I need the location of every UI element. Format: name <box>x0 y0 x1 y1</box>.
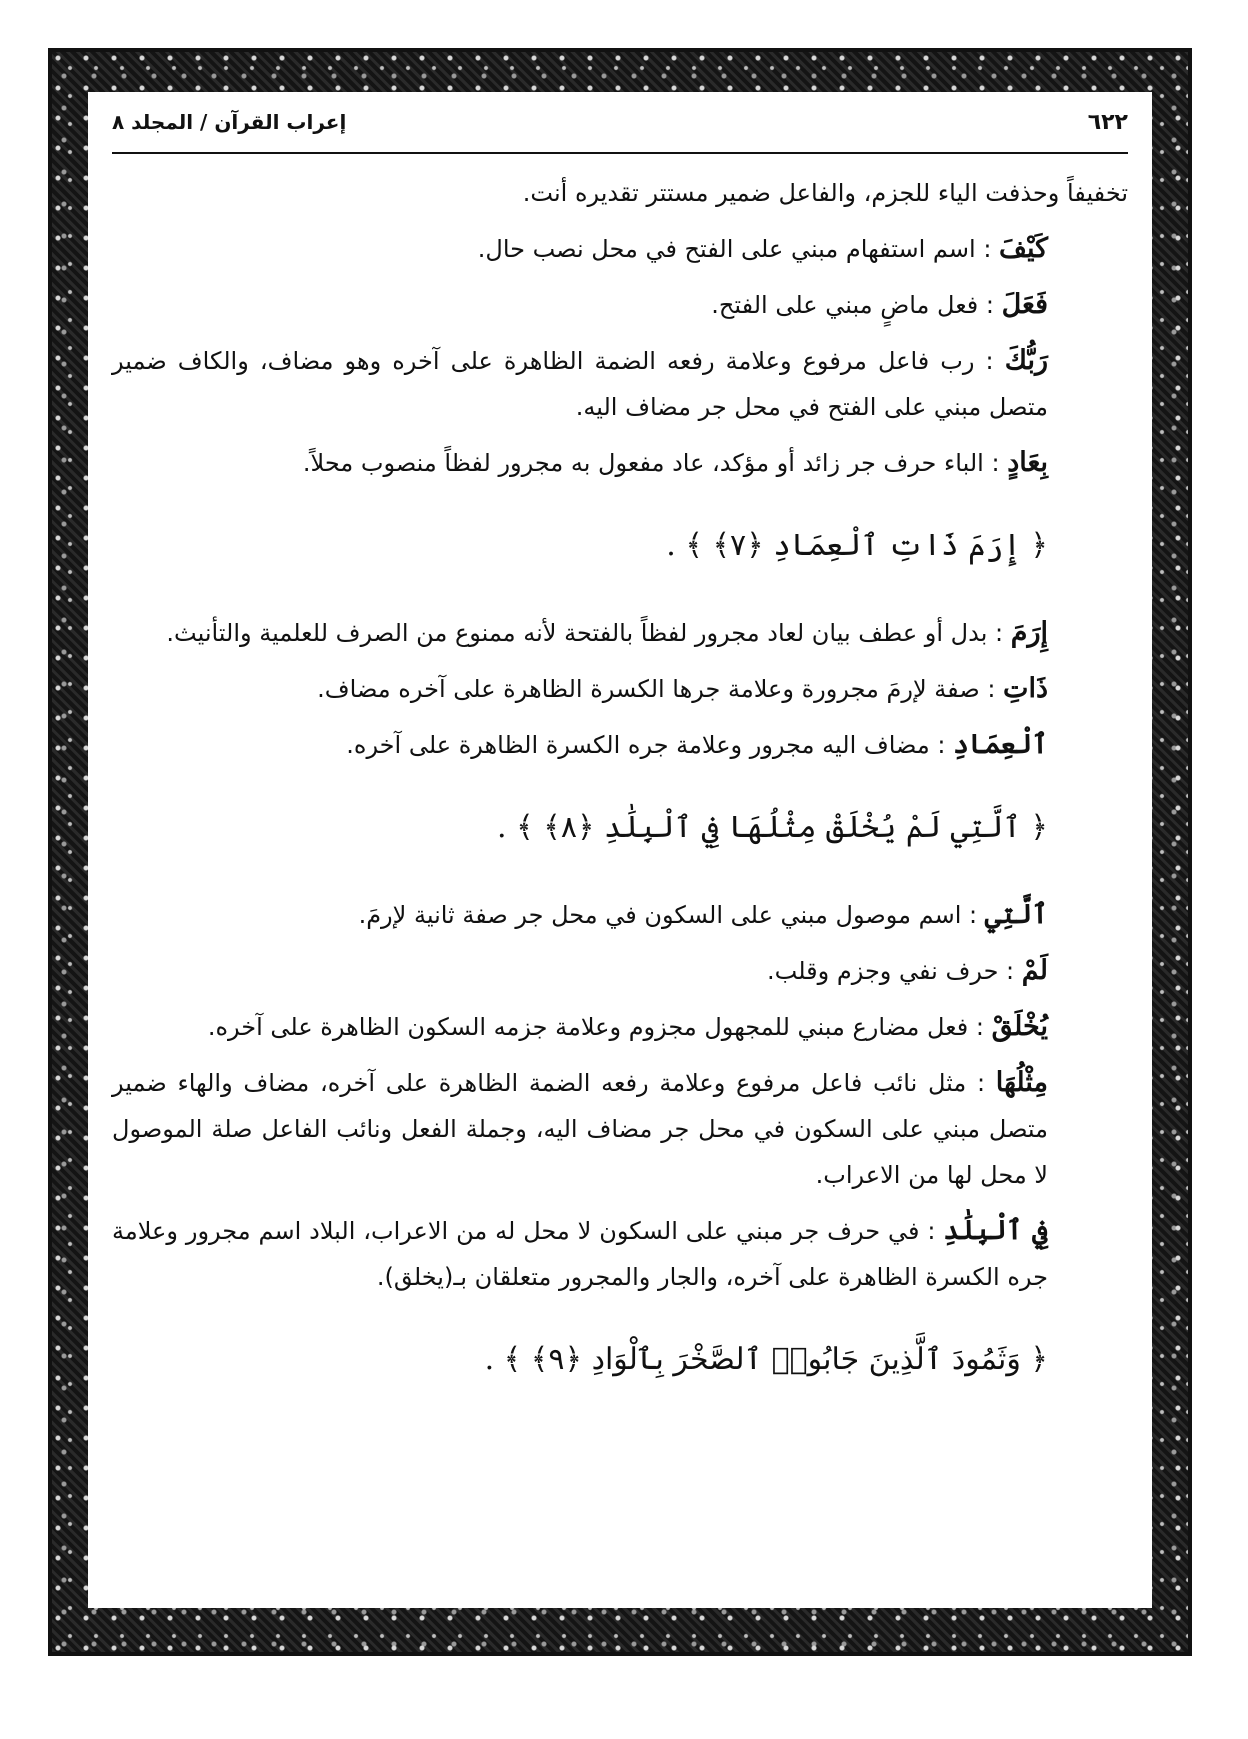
running-header <box>112 92 1128 154</box>
page <box>88 92 1152 1608</box>
grammar-paragraph <box>112 948 1128 994</box>
parsed-word: ٱلْعِمَادِ <box>953 729 1048 760</box>
grammar-paragraph <box>112 722 1128 768</box>
grammar-paragraph <box>112 892 1128 938</box>
parsed-word: كَيْفَ <box>999 233 1048 264</box>
parsed-word: رَبُّكَ <box>1004 345 1048 376</box>
parsed-word: مِثْلُهَا <box>995 1067 1048 1098</box>
paragraph-text: : اسم استفهام مبني على الفتح في محل نصب حال. <box>477 235 992 263</box>
grammar-paragraph <box>112 170 1128 216</box>
quran-verse: ﴿ وَثَمُودَ ٱلَّذِينَ جَابُوا۟ ٱلصَّخْرَ بِٱلْوَادِ ﴿٩﴾ ﴾ . <box>484 1342 1048 1377</box>
quran-verse: ﴿ إِرَمَ ذَاتِ ٱلْعِمَادِ ﴿٧﴾ ﴾ . <box>666 528 1048 563</box>
grammar-paragraph <box>112 226 1128 272</box>
paragraph-text: : مثل نائب فاعل مرفوع وعلامة رفعه الضمة الظاهرة على آخره، مضاف والهاء ضمير متصل مبني على السكون في محل جر مضاف اليه، وجملة الفعل ونائب الفاعل صلة الموصول لا محل لها من الاعراب. <box>112 1069 1048 1189</box>
parsed-word: فِي ٱلْبِلَٰدِ <box>943 1215 1048 1246</box>
parsed-word: إِرَمَ <box>1010 617 1048 648</box>
paragraph-text: : صفة لإرمَ مجرورة وعلامة جرها الكسرة الظاهرة على آخره مضاف. <box>317 675 996 703</box>
grammar-paragraph <box>112 440 1128 486</box>
parsed-word: لَمْ <box>1021 955 1048 986</box>
parsed-word: ٱلَّتِي <box>984 899 1048 930</box>
page-number: ٦٢٢ <box>1087 109 1128 135</box>
paragraph-text: : حرف نفي وجزم وقلب. <box>767 957 1015 985</box>
paragraph-text: : فعل ماضٍ مبني على الفتح. <box>711 291 994 319</box>
parsed-word: فَعَلَ <box>1001 289 1048 320</box>
paragraph-text: : فعل مضارع مبني للمجهول مجزوم وعلامة جزمه السكون الظاهرة على آخره. <box>207 1013 984 1041</box>
parsed-word: يُخْلَقْ <box>991 1011 1048 1042</box>
quran-verse: ﴿ ٱلَّتِي لَمْ يُخْلَقْ مِثْلُهَا فِي ٱلْبِلَٰدِ ﴿٨﴾ ﴾ . <box>497 810 1048 845</box>
paragraph-text: : في حرف جر مبني على السكون لا محل له من الاعراب، البلاد اسم مجرور وعلامة جره الكسرة الظاهرة على آخره، والجار والمجرور متعلقان بـ(يخلق). <box>112 1217 1048 1291</box>
grammar-paragraph <box>112 282 1128 328</box>
paragraph-text: : الباء حرف جر زائد أو مؤكد، عاد مفعول به مجرور لفظاً منصوب محلاً. <box>302 449 1000 477</box>
paragraph-text: تخفيفاً وحذفت الياء للجزم، والفاعل ضمير مستتر تقديره أنت. <box>522 179 1128 207</box>
grammar-paragraph <box>112 1060 1128 1198</box>
grammar-paragraph <box>112 1004 1128 1050</box>
grammar-paragraph <box>112 666 1128 712</box>
parsed-word: ذَاتِ <box>1003 673 1048 704</box>
grammar-paragraph <box>112 338 1128 430</box>
paragraph-text: : اسم موصول مبني على السكون في محل جر صفة ثانية لإرمَ. <box>358 901 978 929</box>
paragraph-text: : رب فاعل مرفوع وعلامة رفعه الضمة الظاهرة على آخره وهو مضاف، والكاف ضمير متصل مبني على الفتح في محل جر مضاف اليه. <box>112 347 1048 421</box>
grammar-paragraph <box>112 1208 1128 1300</box>
book-title: إعراب القرآن / المجلد ٨ <box>112 110 347 134</box>
parsed-word: بِعَادٍ <box>1007 447 1048 478</box>
grammar-paragraph <box>112 610 1128 656</box>
paragraph-text: : مضاف اليه مجرور وعلامة جره الكسرة الظاهرة على آخره. <box>346 731 946 759</box>
page-body <box>112 154 1128 1384</box>
paragraph-text: : بدل أو عطف بيان لعاد مجرور لفظاً بالفتحة لأنه ممنوع من الصرف للعلمية والتأنيث. <box>166 619 1004 647</box>
